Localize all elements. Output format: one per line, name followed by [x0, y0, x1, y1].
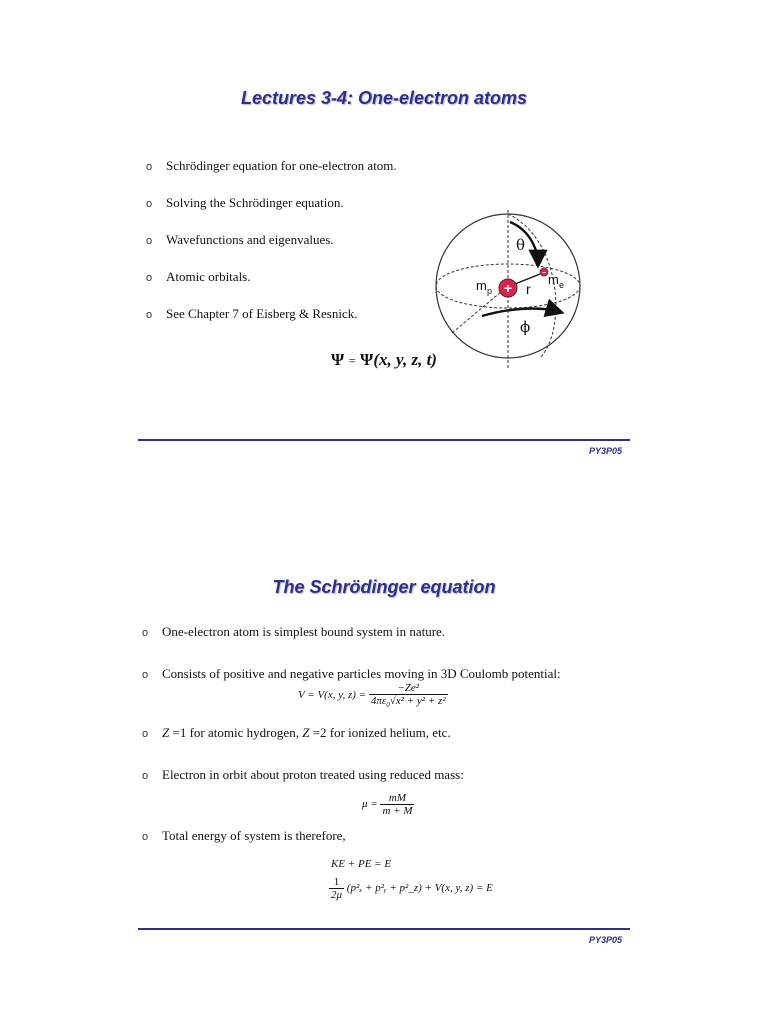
electron-sign: −: [541, 270, 547, 277]
slide-1-title: Lectures 3-4: One-electron atoms: [240, 88, 528, 108]
reduced-mass-numerator: mM: [380, 792, 414, 805]
bullet-text: Wavefunctions and eigenvalues.: [166, 232, 334, 247]
energy-fraction: [329, 876, 344, 901]
footer-rule: [138, 439, 630, 441]
bullet-text: Solving the Schrödinger equation.: [166, 195, 344, 210]
list-item: [142, 624, 445, 641]
slide-2: [0, 512, 768, 1024]
list-item: [142, 767, 464, 784]
bullet-text: =1 for atomic hydrogen,: [169, 725, 303, 740]
bullet-text: =2 for ionized helium, etc.: [309, 725, 451, 740]
energy-denominator: 2μ: [331, 889, 343, 901]
list-item: [142, 828, 346, 845]
mp-subscript: p: [487, 286, 493, 296]
x-axis: [452, 286, 508, 333]
potential-fraction: [369, 682, 448, 709]
list-item: [146, 195, 344, 212]
list-item: [146, 158, 397, 175]
proton-sign: +: [503, 280, 513, 296]
energy-rest: (p²ₓ + p²ᵧ + p²_z) + V(x, y, z) = E: [346, 882, 493, 895]
bullet-marker: o: [146, 235, 153, 247]
bullet-marker: o: [142, 669, 149, 681]
energy-numerator: 1: [329, 876, 344, 889]
bullet-text: Total energy of system is therefore,: [162, 828, 346, 843]
bullet-marker: o: [142, 627, 149, 639]
bullet-text: Consists of positive and negative particles moving in 3D Coulomb potential:: [162, 666, 561, 681]
potential-numerator: −Ze²: [369, 682, 448, 695]
me-label: m: [548, 272, 559, 287]
list-item: [146, 232, 334, 249]
bullet-marker: o: [146, 272, 153, 284]
phi-label: ϕ: [520, 318, 531, 336]
bullet-text: See Chapter 7 of Eisberg & Resnick.: [166, 306, 358, 321]
list-item: [146, 306, 357, 323]
energy-equation-line2: [329, 876, 493, 901]
wavefunction-equation: [331, 350, 437, 370]
bullet-text: Electron in orbit about proton treated using reduced mass:: [162, 767, 464, 782]
potential-lhs: V = V(x, y, z) =: [298, 689, 367, 702]
bullet-marker: o: [146, 161, 153, 173]
bullet-text: One-electron atom is simplest bound system in nature.: [162, 624, 446, 639]
theta-label: θ: [516, 236, 526, 254]
z-symbol: Z: [302, 725, 310, 740]
denominator-root: x² + y² + z²: [395, 695, 446, 707]
psi-args: (x, y, z, t): [373, 350, 437, 369]
coulomb-potential-equation: [298, 682, 448, 709]
bullet-marker: o: [142, 831, 149, 843]
footer-rule: [138, 928, 630, 930]
z-symbol: Z: [162, 725, 170, 740]
bullet-text: Schrödinger equation for one-electron atom.: [166, 158, 397, 173]
spherical-coordinates-diagram: [430, 208, 590, 373]
bullet-marker: o: [142, 728, 149, 740]
footer-label: PY3P05: [588, 935, 622, 945]
bullet-marker: o: [146, 309, 153, 321]
reduced-mass-denominator: m + M: [382, 805, 413, 817]
mp-label: m: [476, 278, 487, 293]
footer-label: PY3P05: [588, 446, 622, 456]
energy-equation-line1: KE + PE = E: [331, 858, 392, 870]
slide-2-title: The Schrödinger equation: [272, 577, 496, 597]
reduced-mass-fraction: [380, 792, 414, 817]
psi-symbol-rhs: Ψ: [360, 350, 374, 369]
me-subscript: e: [559, 280, 565, 290]
bullet-marker: o: [142, 770, 149, 782]
list-item: [142, 666, 561, 683]
denominator-prefix: 4πε: [370, 695, 387, 707]
psi-symbol: Ψ: [331, 350, 345, 369]
equals-sign: =: [348, 353, 356, 368]
r-label: r: [526, 281, 531, 297]
reduced-mass-equation: [362, 792, 414, 817]
reduced-mass-lhs: μ =: [362, 798, 378, 811]
potential-denominator: $4\pi\varepsilon_0√x^2 + y^2 + z^2$: [370, 695, 446, 710]
bullet-marker: o: [146, 198, 153, 210]
list-item: [142, 725, 451, 742]
bullet-text: Atomic orbitals.: [166, 269, 251, 284]
phi-arrow: [482, 309, 560, 316]
list-item: [146, 269, 251, 286]
epsilon-subscript: 0: [386, 701, 390, 710]
